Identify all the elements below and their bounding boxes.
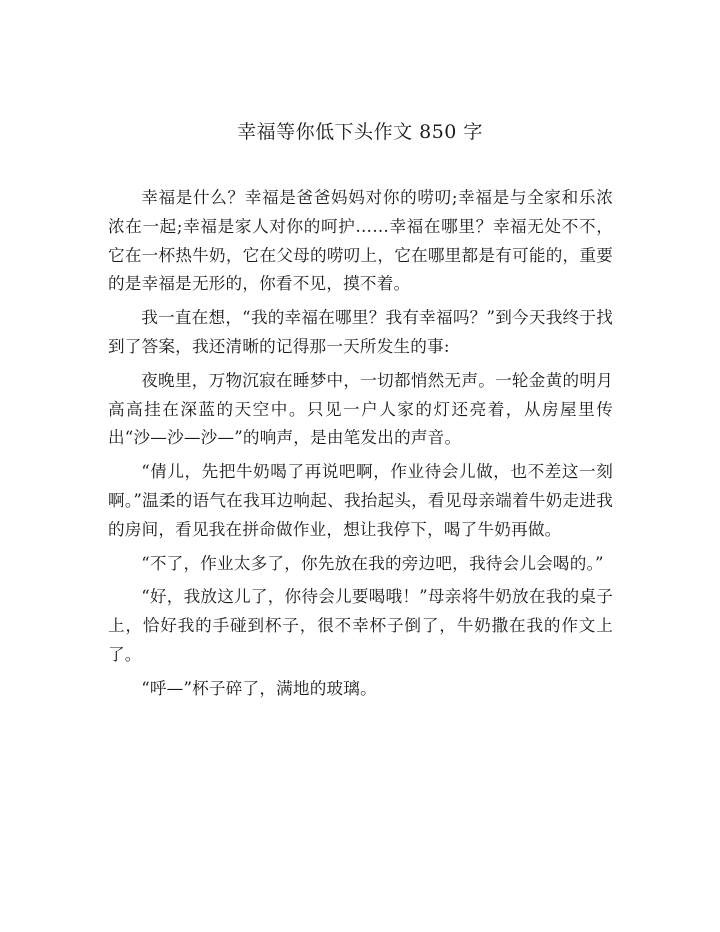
document-title: 幸福等你低下头作文 850 字 (237, 121, 483, 143)
paragraph-1: 幸福是什么？幸福是爸爸妈妈对你的唠叨;幸福是与全家和乐浓浓在一起;幸福是家人对你的呵护……幸福在哪里？幸福无处不不，它在一杯热牛奶，它在父母的唠叨上，它在哪里都是有可能的，重要的是幸福是无形的，你看不见，摸不着。 (108, 188, 613, 294)
paragraph-2: 我一直在想，“我的幸福在哪里？我有幸福吗？”到今天我终于找到了答案，我还清晰的记得那一天所发生的事: (108, 308, 613, 356)
paragraph-5: “不了，作业太多了，你先放在我的旁边吧，我待会儿会喝的。” (141, 553, 604, 573)
paragraph-4: “倩儿，先把牛奶喝了再说吧啊，作业待会儿做，也不差这一刻啊。”温柔的语气在我耳边响起、我抬起头，看见母亲端着牛奶走进我的房间，看见我在拼命做作业，想让我停下，喝了牛奶再做。 (108, 462, 613, 539)
paragraph-7: “呼—”杯子碎了，满地的玻璃。 (141, 678, 377, 698)
paragraph-6: “好，我放这儿了，你待会儿要喝哦！”母亲将牛奶放在我的桌子上，恰好我的手碰到杯子，很不幸杯子倒了，牛奶撒在我的作文上了。 (108, 587, 613, 664)
document-body (108, 184, 613, 709)
paragraph-3: 夜晚里，万物沉寂在睡梦中，一切都悄然无声。一轮金黄的明月高高挂在深蓝的天空中。只见一户人家的灯还亮着，从房屋里传出“沙—沙—沙—”的响声，是由笔发出的声音。 (108, 370, 613, 448)
